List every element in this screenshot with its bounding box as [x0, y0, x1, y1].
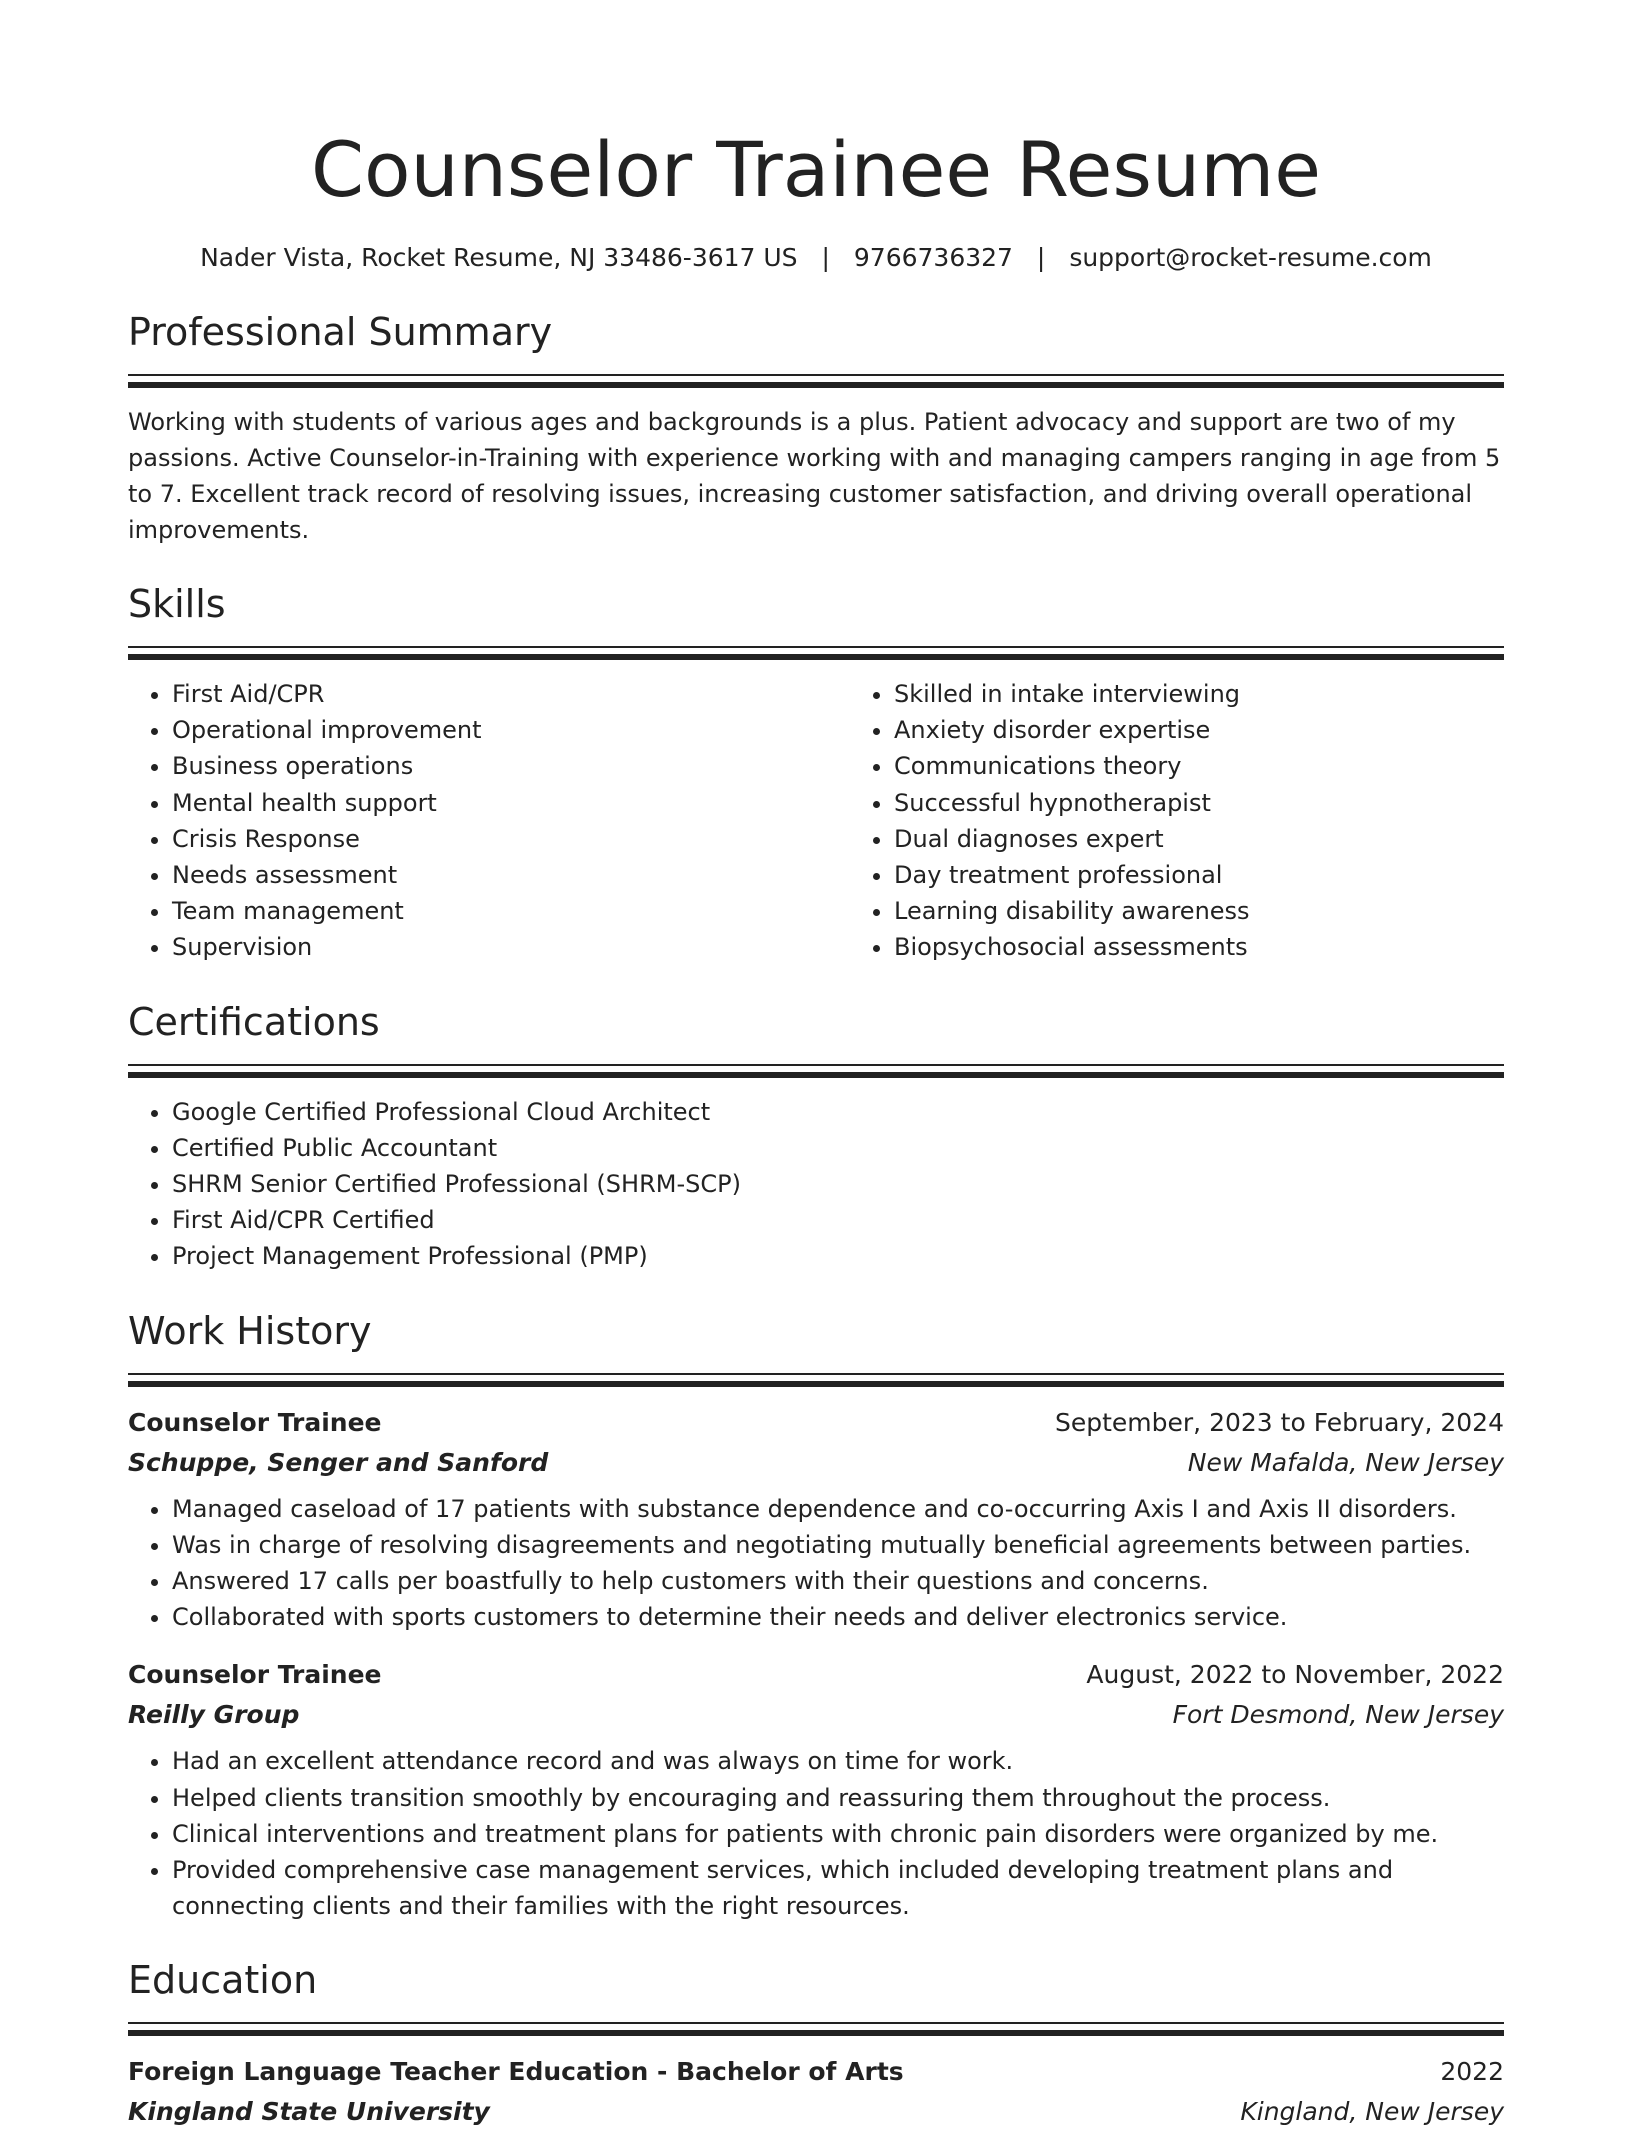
section-divider [128, 2022, 1504, 2024]
job-bullet: • Had an excellent attendance record and was always on time for work. [172, 1743, 1504, 1779]
contact-line [128, 240, 1504, 276]
job-title: Counselor Trainee [128, 1660, 382, 1690]
resume-page [128, 0, 1504, 2132]
skill-item: • Skilled in intake interviewing [894, 676, 1572, 712]
contact-separator: | [1036, 243, 1046, 272]
skill-item: • Needs assessment [172, 857, 850, 893]
certification-item: • SHRM Senior Certified Professional (SHRM-SCP) [172, 1166, 1504, 1202]
section-divider [128, 374, 1504, 376]
certification-item: • First Aid/CPR Certified [172, 1202, 1504, 1238]
job-bullet: • Answered 17 calls per boastfully to help customers with their questions and concerns. [172, 1563, 1504, 1599]
job-employer-row [128, 1443, 1504, 1483]
summary-section [128, 306, 1504, 548]
skill-item: • Anxiety disorder expertise [894, 712, 1572, 748]
education-heading: Education [128, 1958, 318, 2003]
job-location: New Mafalda, New Jersey [1187, 1447, 1504, 1477]
certifications-heading: Certifications [128, 999, 380, 1044]
job-entry [128, 1655, 1504, 1924]
job-header-row [128, 1403, 1504, 1443]
job-dates: August, 2022 to November, 2022 [1086, 1660, 1504, 1690]
education-year: 2022 [1440, 2057, 1504, 2087]
certifications-list [128, 1094, 1504, 1275]
education-school-row [128, 2092, 1504, 2132]
job-bullet: • Managed caseload of 17 patients with substance dependence and co-occurring Axis I and Axis II disorders. [172, 1491, 1504, 1527]
section-divider [128, 382, 1504, 388]
skill-item: • Day treatment professional [894, 857, 1572, 893]
job-entry [128, 1403, 1504, 1636]
section-divider [128, 646, 1504, 648]
education-header-row [128, 2052, 1504, 2092]
certification-item: • Google Certified Professional Cloud Architect [172, 1094, 1504, 1130]
summary-heading: Professional Summary [128, 310, 553, 354]
skill-item: • Learning disability awareness [894, 893, 1572, 929]
contact-email[interactable]: support@rocket-resume.com [1069, 243, 1432, 272]
certifications-section [128, 996, 1504, 1275]
section-divider [128, 654, 1504, 660]
job-bullet: • Clinical interventions and treatment plans for patients with chronic pain disorders were organized by me. [172, 1816, 1504, 1852]
section-divider [128, 2030, 1504, 2036]
contact-address: Nader Vista, Rocket Resume, NJ 33486-3617 US [200, 243, 798, 272]
skill-item: • First Aid/CPR [172, 676, 850, 712]
skill-item: • Supervision [172, 929, 850, 965]
skill-item: • Mental health support [172, 785, 850, 821]
skill-item: • Successful hypnotherapist [894, 785, 1572, 821]
skills-heading: Skills [128, 582, 226, 626]
skills-list-left [128, 676, 850, 966]
section-divider [128, 1064, 1504, 1066]
section-divider [128, 1373, 1504, 1375]
job-dates: September, 2023 to February, 2024 [1055, 1407, 1504, 1437]
job-bullet: • Helped clients transition smoothly by encouraging and reassuring them throughout the process. [172, 1780, 1504, 1816]
section-divider [128, 1381, 1504, 1387]
skill-item: • Operational improvement [172, 712, 850, 748]
job-bullet: • Was in charge of resolving disagreements and negotiating mutually beneficial agreements between parties. [172, 1527, 1504, 1563]
job-bullet: • Collaborated with sports customers to determine their needs and deliver electronics service. [172, 1599, 1504, 1635]
job-bullet: • Provided comprehensive case management services, which included developing treatment plans and connecting clients and their families with the right resources. [172, 1852, 1504, 1924]
skills-section [128, 578, 1504, 966]
skill-item: • Team management [172, 893, 850, 929]
section-divider [128, 1072, 1504, 1078]
work-history-heading: Work History [128, 1308, 372, 1353]
skills-list-right [850, 676, 1572, 966]
job-location: Fort Desmond, New Jersey [1172, 1700, 1504, 1730]
job-bullets [128, 1491, 1504, 1636]
skill-item: • Dual diagnoses expert [894, 821, 1572, 857]
job-company: Schuppe, Senger and Sanford [128, 1447, 549, 1477]
summary-text: Working with students of various ages and backgrounds is a plus. Patient advocacy and support are two of my passions. Active Counselor-in-Training with experience working with and managing campers ranging in age from 5 to 7. Excellent track record of resolving issues, increasing customer satisfaction, and driving overall operational improvements. [128, 408, 1501, 544]
job-title: Counselor Trainee [128, 1407, 382, 1437]
job-employer-row [128, 1695, 1504, 1735]
skill-item: • Business operations [172, 748, 850, 784]
certification-item: • Project Management Professional (PMP) [172, 1238, 1504, 1274]
education-school: Kingland State University [128, 2097, 490, 2127]
skills-columns [128, 676, 1504, 966]
skill-item: • Communications theory [894, 748, 1572, 784]
contact-separator: | [821, 243, 830, 272]
certification-item: • Certified Public Accountant [172, 1130, 1504, 1166]
job-company: Reilly Group [128, 1700, 300, 1730]
job-bullets [128, 1743, 1504, 1924]
education-degree: Foreign Language Teacher Education - Bachelor of Arts [128, 2057, 904, 2087]
skill-item: • Crisis Response [172, 821, 850, 857]
work-history-section [128, 1305, 1504, 1925]
skill-item: • Biopsychosocial assessments [894, 929, 1572, 965]
education-location: Kingland, New Jersey [1240, 2097, 1504, 2127]
resume-title: Counselor Trainee Resume [310, 125, 1321, 214]
contact-phone: 9766736327 [853, 243, 1013, 272]
education-section [128, 1954, 1504, 2132]
job-header-row [128, 1655, 1504, 1695]
